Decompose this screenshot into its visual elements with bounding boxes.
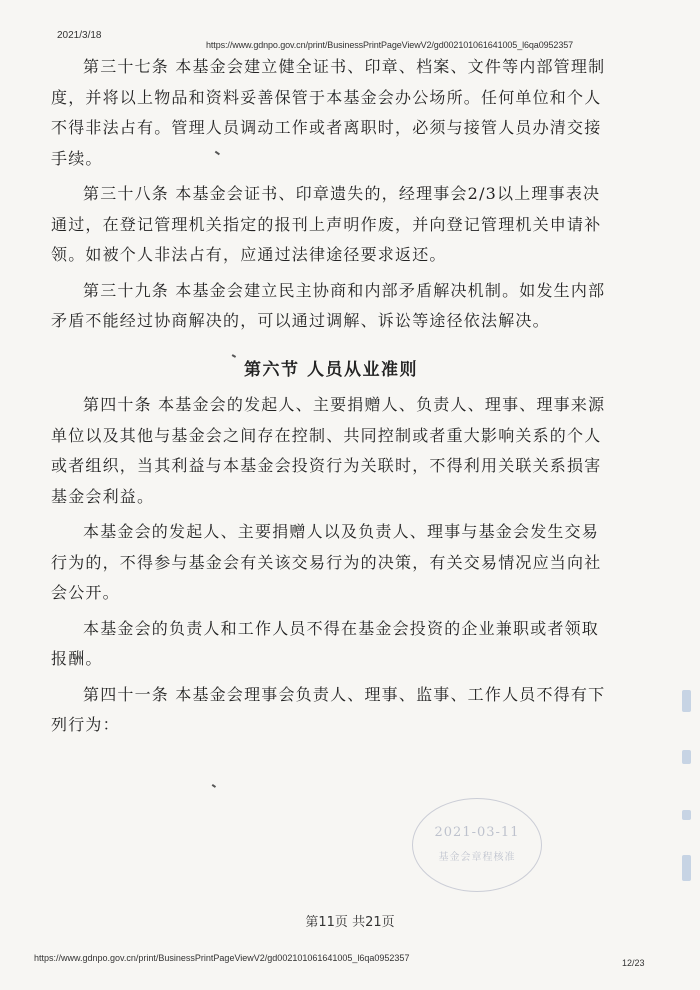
article-41: 第四十一条 本基金会理事会负责人、理事、监事、工作人员不得有下列行为： (51, 684, 606, 734)
stamp-date: 2021-03-11 (434, 825, 520, 840)
approval-stamp (412, 798, 542, 892)
page-number: 第11页 共21页 (305, 915, 395, 930)
stray-mark (212, 784, 216, 788)
article-40: 第四十条 本基金会的发起人、主要捐赠人、负责人、理事、理事来源单位以及其他与基金会之间存在控制、共同控制或者重大影响关系的个人或者组织，当其利益与本基金会投资行为关联时，不得利用关联关系损害基金会利益。 (51, 395, 606, 506)
edge-bleed-marks (678, 690, 698, 900)
header-url: https://www.gdnpo.gov.cn/print/BusinessPrintPageViewV2/gd002101061641005_l6qa0952357 (206, 40, 574, 50)
article-37: 第三十七条 本基金会建立健全证书、印章、档案、文件等内部管理制度，并将以上物品和资料妥善保管于本基金会办公场所。任何单位和个人不得非法占有。管理人员调动工作或者离职时，必须与接管人员办清交接手续。 (51, 57, 606, 168)
article-40-para-2: 本基金会的发起人、主要捐赠人以及负责人、理事与基金会发生交易行为的，不得参与基金会有关该交易行为的决策，有关交易情况应当向社会公开。 (51, 522, 602, 602)
section-title: 第六节 人员从业准则 (244, 359, 418, 380)
footer-page-count: 12/23 (622, 958, 645, 968)
print-date: 2021/3/18 (57, 30, 102, 41)
article-40-para-3: 本基金会的负责人和工作人员不得在基金会投资的企业兼职或者领取报酬。 (51, 618, 600, 668)
article-39: 第三十九条 本基金会建立民主协商和内部矛盾解决机制。如发生内部矛盾不能经过协商解决的，可以通过调解、诉讼等途径依法解决。 (51, 280, 606, 330)
stamp-text: 基金会章程核准 (438, 852, 516, 863)
document-body (51, 52, 611, 741)
article-38: 第三十八条 本基金会证书、印章遗失的，经理事会2/3以上理事表决通过，在登记管理机关指定的报刊上声明作废，并向登记管理机关申请补领。如被个人非法占有，应通过法律途径要求返还。 (51, 184, 602, 264)
footer-url: https://www.gdnpo.gov.cn/print/BusinessPrintPageViewV2/gd002101061641005_l6qa0952357 (34, 953, 410, 963)
